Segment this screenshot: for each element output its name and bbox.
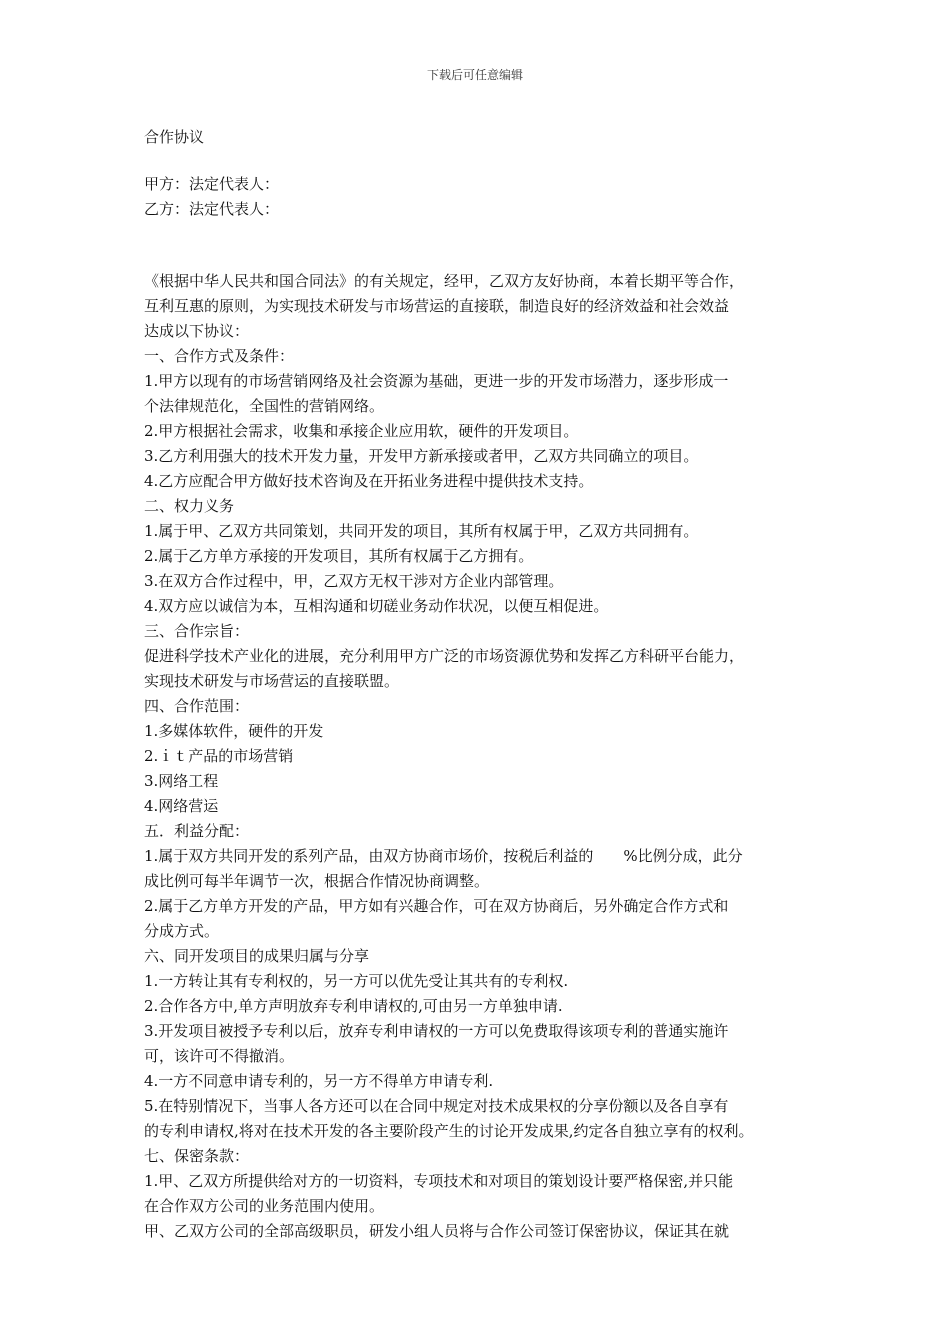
clause-line: 1.属于甲、乙双方共同策划，共同开发的项目，其所有权属于甲，乙双方共同拥有。: [144, 522, 699, 540]
clause-line: 5.在特别情况下，当事人各方还可以在合同中规定对技术成果权的分享份额以及各自享有: [144, 1097, 729, 1115]
page-header: 下载后可任意编辑: [426, 68, 523, 82]
clause-line: 2.甲方根据社会需求，收集和承接企业应用软，硬件的开发项目。: [144, 422, 579, 440]
spacer: [144, 247, 814, 269]
intro-paragraph-line: 达成以下协议：: [144, 322, 250, 340]
clause-line: 4.网络营运: [144, 797, 219, 815]
clause-line: 促进科学技术产业化的进展，充分利用甲方广泛的市场资源优势和发挥乙方科研平台能力，: [144, 647, 745, 665]
clause-line: 4.双方应以诚信为本，互相沟通和切磋业务动作状况，以便互相促进。: [144, 597, 609, 615]
spacer: [144, 222, 814, 247]
clause-line: 4.乙方应配合甲方做好技术咨询及在开拓业务进程中提供技术支持。: [144, 472, 594, 490]
clause-line: 3.网络工程: [144, 772, 219, 790]
clause-line: 1.多媒体软件，硬件的开发: [144, 722, 324, 740]
section-heading-2: 二、权力义务: [144, 497, 235, 515]
section-heading-5: 五．利益分配：: [144, 822, 250, 840]
clause-line: 2.ｉｔ产品的市场营销: [144, 747, 294, 765]
section-heading-3: 三、合作宗旨：: [144, 622, 250, 640]
clause-line: 4.一方不同意申请专利的，另一方不得单方申请专利.: [144, 1072, 494, 1090]
intro-paragraph-line: 《根据中华人民共和国合同法》的有关规定，经甲，乙双方友好协商，本着长期平等合作，: [144, 272, 745, 290]
clause-line: 2.属于乙方单方承接的开发项目，其所有权属于乙方拥有。: [144, 547, 534, 565]
party-a-line: 甲方：法定代表人：: [144, 175, 280, 193]
clause-line: 个法律规范化，全国性的营销网络。: [144, 397, 385, 415]
section-heading-6: 六、同开发项目的成果归属与分享: [144, 947, 370, 965]
clause-line: 3.乙方利用强大的技术开发力量，开发甲方新承接或者甲，乙双方共同确立的项目。: [144, 447, 699, 465]
section-heading-7: 七、保密条款：: [144, 1147, 250, 1165]
clause-line: 成比例可每半年调节一次，根据合作情况协商调整。: [144, 872, 490, 890]
document-body: [144, 172, 814, 1244]
clause-line: 在合作双方公司的业务范围内使用。: [144, 1197, 385, 1215]
clause-line: 2.合作各方中,单方声明放弃专利申请权的,可由另一方单独申请.: [144, 997, 563, 1015]
clause-line: 3.在双方合作过程中，甲，乙双方无权干涉对方企业内部管理。: [144, 572, 564, 590]
clause-line: 分成方式。: [144, 922, 220, 940]
clause-line: 1.甲、乙双方所提供给对方的一切资料，专项技术和对项目的策划设计要严格保密,并只能: [144, 1172, 734, 1190]
document-title: 合作协议: [144, 128, 205, 146]
clause-line: 可，该许可不得撤消。: [144, 1047, 295, 1065]
clause-line: 2.属于乙方单方开发的产品，甲方如有兴趣合作，可在双方协商后，另外确定合作方式和: [144, 897, 729, 915]
clause-line: 的专利申请权,将对在技术开发的各主要阶段产生的讨论开发成果,约定各自独立享有的权利。: [144, 1122, 754, 1140]
clause-line: 甲、乙双方公司的全部高级职员，研发小组人员将与合作公司签订保密协议，保证其在就: [144, 1222, 730, 1240]
section-heading-1: 一、合作方式及条件：: [144, 347, 295, 365]
party-b-line: 乙方：法定代表人：: [144, 200, 280, 218]
clause-line: 3.开发项目被授予专利以后，放弃专利申请权的一方可以免费取得该项专利的普通实施许: [144, 1022, 729, 1040]
clause-line: 1.一方转让其有专利权的，另一方可以优先受让其共有的专利权.: [144, 972, 569, 990]
clause-line: 实现技术研发与市场营运的直接联盟。: [144, 672, 400, 690]
intro-paragraph-line: 互利互惠的原则，为实现技术研发与市场营运的直接联，制造良好的经济效益和社会效益: [144, 297, 730, 315]
clause-line: 1.属于双方共同开发的系列产品，由双方协商市场价，按税后利益的 %比例分成，此分: [144, 847, 743, 865]
section-heading-4: 四、合作范围：: [144, 697, 250, 715]
clause-line: 1.甲方以现有的市场营销网络及社会资源为基础，更进一步的开发市场潜力，逐步形成一: [144, 372, 729, 390]
